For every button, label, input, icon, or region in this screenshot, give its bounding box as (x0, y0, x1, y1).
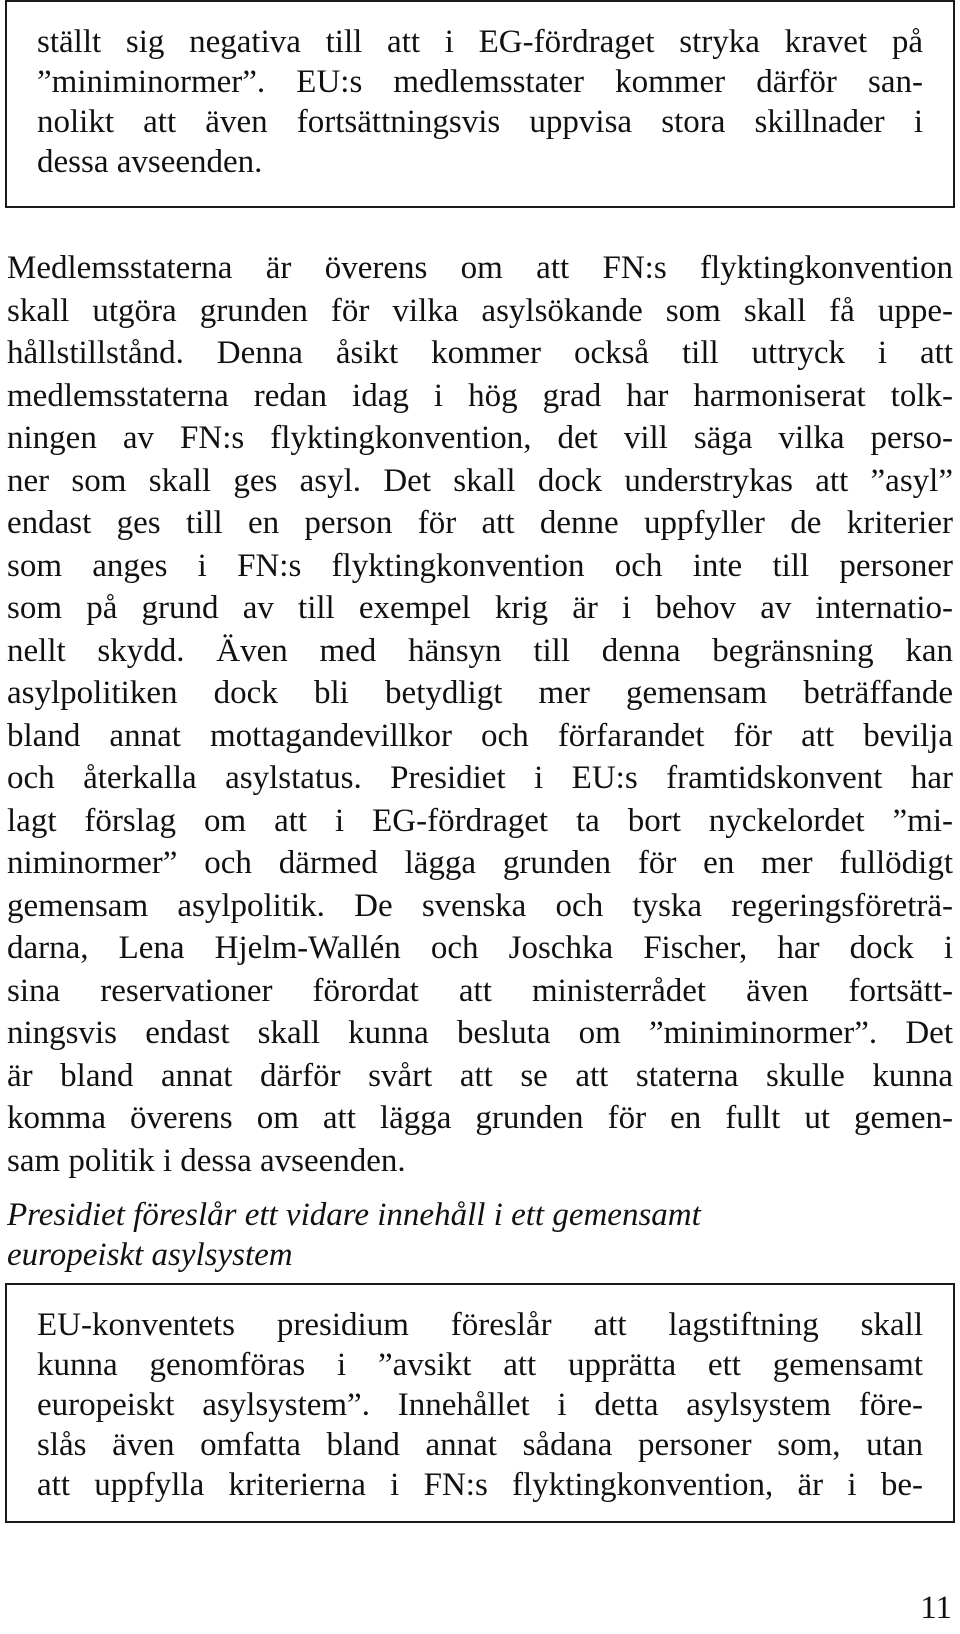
text-line: lagt förslag om att i EG-fördraget ta bort nyckelordet ”mi- (7, 802, 953, 839)
text-line: europeiskt asylsystem”. Innehållet i detta asylsystem före- (37, 1387, 923, 1423)
text-line: darna, Lena Hjelm-Wallén och Joschka Fischer, har dock i (7, 930, 953, 966)
text-line: EU-konventets presidium föreslår att lagstiftning skall (37, 1307, 923, 1343)
heading-line: Presidiet föreslår ett vidare innehåll i ett gemensamt (7, 1197, 701, 1233)
text-line: är bland annat därför svårt att se att staterna skulle kunna (7, 1057, 953, 1094)
text-line: ningen av FN:s flyktingkonvention, det vill säga vilka perso- (7, 420, 953, 456)
text-line: Medlemsstaterna är överens om att FN:s flyktingkonvention (7, 250, 953, 286)
text-line: nellt skydd. Även med hänsyn till denna begränsning kan (7, 632, 953, 669)
text-line: endast ges till en person för att denne uppfyller de kriterier (7, 505, 953, 541)
text-line: slås även omfatta bland annat sådana personer som, utan (37, 1427, 923, 1463)
main-paragraph (7, 247, 953, 1182)
text-line: som anges i FN:s flyktingkonvention och inte till personer (7, 547, 953, 584)
text-line: komma överens om att lägga grunden för en fullt ut gemen- (7, 1100, 953, 1136)
text-line: ställt sig negativa till att i EG-fördraget stryka kravet på (37, 24, 923, 60)
text-line: sam politik i dessa avseenden. (7, 1142, 406, 1179)
page-number: 11 (920, 1590, 952, 1626)
text-line: sina reservationer förordat att ministerrådet även fortsätt- (7, 972, 953, 1009)
text-line: ningsvis endast skall kunna besluta om ”miniminormer”. Det (7, 1015, 953, 1051)
text-line: nolikt att även fortsättningsvis uppvisa stora skillnader i (37, 104, 923, 140)
text-line: skall utgöra grunden för vilka asylsökande som skall få uppe- (7, 292, 953, 329)
text-line: kunna genomföras i ”avsikt att upprätta ett gemensamt (37, 1347, 923, 1383)
text-line: bland annat mottagandevillkor och förfarandet för att bevilja (7, 717, 953, 754)
text-line: och återkalla asylstatus. Presidiet i EU:s framtidskonvent har (7, 760, 953, 796)
heading-line: europeiskt asylsystem (7, 1237, 293, 1273)
boxed-text-top (5, 0, 955, 208)
section-heading (7, 1195, 907, 1275)
text-line: ner som skall ges asyl. Det skall dock understrykas att ”asyl” (7, 462, 953, 499)
text-line: asylpolitiken dock bli betydligt mer gemensam beträffande (7, 675, 953, 711)
text-line: gemensam asylpolitik. De svenska och tyska regeringsföreträ- (7, 887, 953, 924)
text-line: ”miniminormer”. EU:s medlemsstater kommer därför san- (37, 64, 923, 100)
text-line: dessa avseenden. (37, 144, 263, 180)
text-line: medlemsstaterna redan idag i hög grad har harmoniserat tolk- (7, 377, 953, 414)
text-line: niminormer” och därmed lägga grunden för en mer fullödigt (7, 845, 953, 881)
text-line: hållstillstånd. Denna åsikt kommer också till uttryck i att (7, 335, 953, 371)
text-line: som på grund av till exempel krig är i behov av internatio- (7, 590, 953, 626)
boxed-text-bottom (5, 1283, 955, 1523)
text-line: att uppfylla kriterierna i FN:s flyktingkonvention, är i be- (37, 1467, 923, 1503)
